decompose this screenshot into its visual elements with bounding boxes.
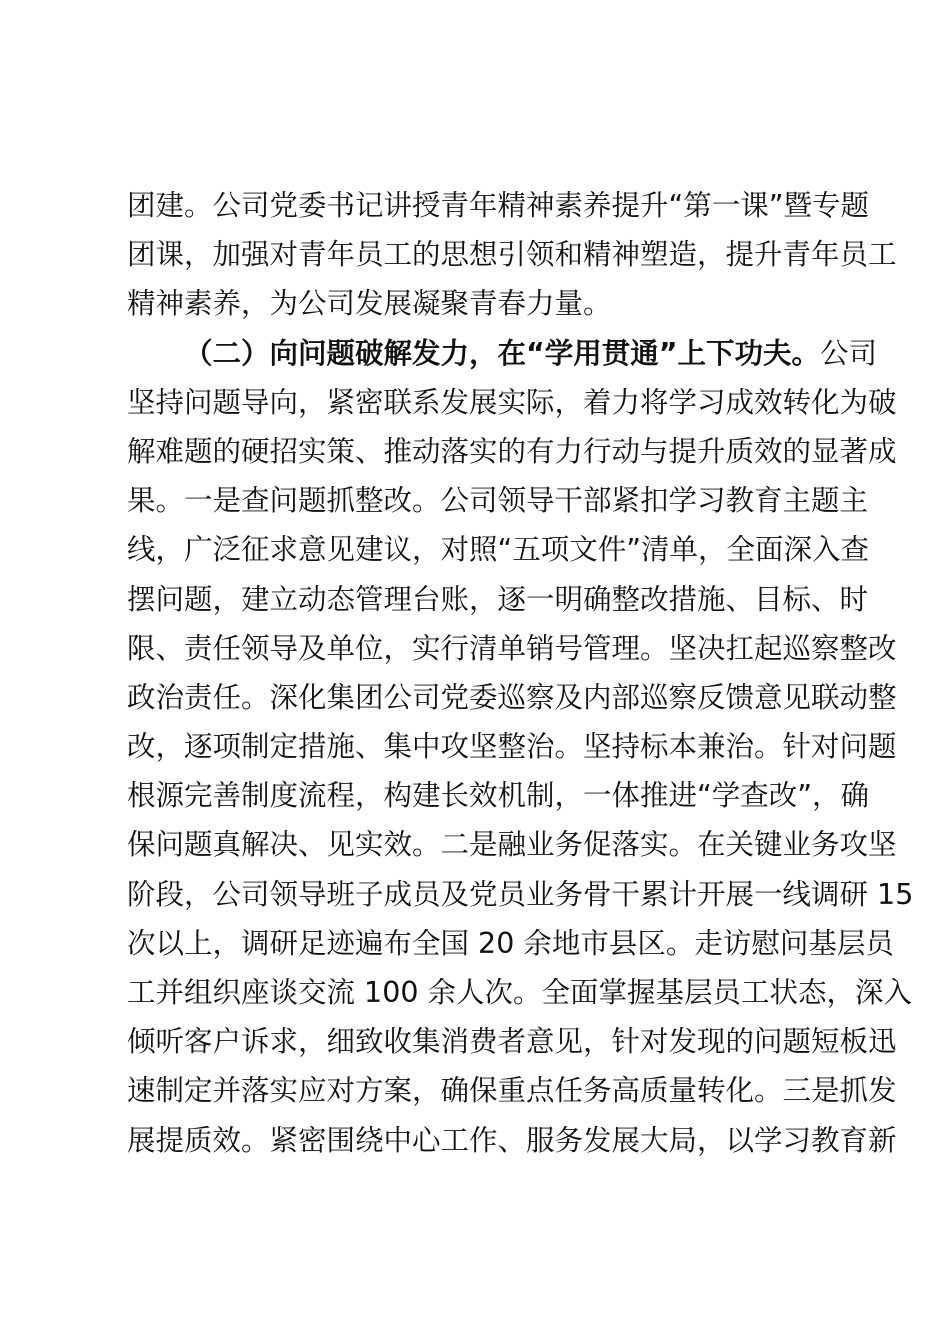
document-page — [127, 181, 914, 1165]
text-line: 展提质效。紧密围绕中心工作、服务发展大局，以学习教育新 — [127, 1123, 897, 1157]
text-line: 精神素养，为公司发展凝聚青春力量。 — [127, 287, 612, 321]
text-line: 阶段，公司领导班子成员及党员业务骨干累计开展一线调研 15 — [127, 877, 914, 911]
section-heading: （二）向问题破解发力，在“学用贯通”上下功夫。 — [184, 336, 820, 370]
paragraph-youth-spirit — [127, 181, 897, 329]
paragraph-problem-solving — [127, 329, 914, 1165]
text-line: 倾听客户诉求，细致收集消费者意见，针对发现的问题短板迅 — [127, 1025, 897, 1059]
text-line: 改，逐项制定措施、集中攻坚整治。坚持标本兼治。针对问题 — [127, 730, 897, 764]
text-line: 保问题真解决、见实效。二是融业务促落实。在关键业务攻坚 — [127, 828, 897, 862]
text-line: 根源完善制度流程，构建长效机制，一体推进“学查改”，确 — [127, 779, 870, 813]
text-line: 团建。公司党委书记讲授青年精神素养提升“第一课”暨专题 — [127, 189, 870, 222]
section-heading-line — [127, 329, 877, 378]
text-line: 团课，加强对青年员工的思想引领和精神塑造，提升青年员工 — [127, 238, 897, 272]
text-line: 速制定并落实应对方案，确保重点任务高质量转化。三是抓发 — [127, 1074, 897, 1108]
text-line: 坚持问题导向，紧密联系发展实际，着力将学习成效转化为破 — [127, 385, 897, 419]
text-line: 线，广泛征求意见建议，对照“五项文件”清单，全面深入查 — [127, 533, 870, 567]
text-line: 摆问题，建立动态管理台账，逐一明确整改措施、目标、时 — [127, 582, 869, 616]
text-line: 解难题的硬招实策、推动落实的有力行动与提升质效的显著成 — [127, 434, 897, 468]
text-line: 果。一是查问题抓整改。公司领导干部紧扣学习教育主题主 — [127, 484, 869, 518]
text-line: 限、责任领导及单位，实行清单销号管理。坚决扛起巡察整改 — [127, 631, 897, 665]
text-line: 工并组织座谈交流 100 余人次。全面掌握基层员工状态，深入 — [127, 976, 913, 1009]
text-line: 次以上，调研足迹遍布全国 20 余地市县区。走访慰问基层员 — [127, 926, 894, 960]
text-line: 政治责任。深化集团公司党委巡察及内部巡察反馈意见联动整 — [127, 680, 897, 714]
text-fragment: 公司 — [819, 336, 877, 370]
